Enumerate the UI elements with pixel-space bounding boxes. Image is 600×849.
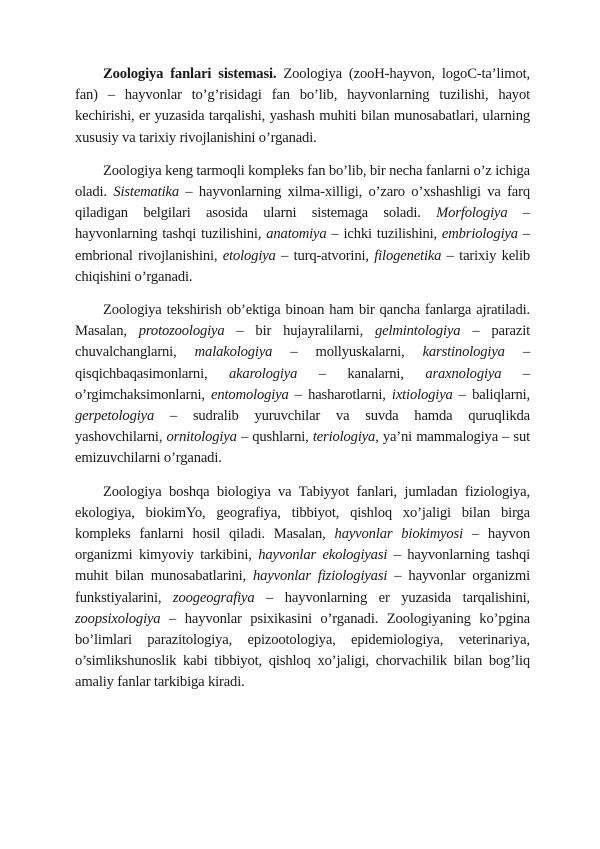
text-run: Zoologiya boshqa biologiya va Tabiyyot fanlari, jumladan fiziologiya, ekologiya, biokimYo, geografiya, tibbiyot, qishloq xo’jaligi bilan birga kompleks fanlarni hosil qiladi. Masalan, — [75, 483, 530, 543]
italic-term: hayvonlar fiziologiyasi — [253, 568, 388, 585]
italic-term: embriologiya — [441, 226, 518, 243]
italic-term: gelmintologiya — [374, 323, 461, 340]
text-run: Zoologiya (zooH-hayvon, logoC-ta’limot, fan) – hayvonlar to’g’risidagi fan bo’lib, hayvonlarning tuzilishi, hayot kechirishi, er yuzasida tarqalishi, yashash muhiti bilan munosabatlari, ularning xususiy va tarixiy rivojlanishini o’rganadi. — [75, 66, 530, 146]
italic-term: gerpetologiya — [75, 408, 155, 425]
bold-heading: Zoologiya fanlari sistemasi. — [103, 66, 277, 82]
italic-term: filogenetika — [374, 247, 442, 264]
text-run: – sudralib yuruvchilar va suvda hamda quruqlikda yashovchilarni, — [75, 408, 530, 446]
italic-term: Sistematika — [113, 184, 179, 201]
text-run: ya’ni mammalogiya – sut emizuvchilarni o’rganadi. — [75, 429, 531, 467]
text-run: – ichki tuzilishini, — [326, 226, 442, 243]
text-run: – hayvon organizmi kimyoviy tarkibini, — [75, 526, 530, 564]
text-run: Zoologiya tekshirish ob’ektiga binoan ham bir qancha fanlarga ajratiladi. Masalan, — [75, 302, 530, 340]
italic-term: entomologiya — [211, 386, 289, 403]
italic-term: ixtiologiya — [391, 386, 453, 403]
text-run: – qushlarni, — [236, 429, 313, 446]
text-run: – turq-atvorini, — [275, 247, 375, 264]
text-run: – hayvonlarning er yuzasida tarqalishini, — [254, 589, 530, 606]
italic-term: protozoologiya — [138, 323, 225, 340]
text-run: – hasharotlarni, — [288, 386, 392, 403]
italic-term: zoopsixologiya — [75, 610, 161, 627]
text-run: – o’rgimchaksimonlarni, — [75, 365, 530, 403]
italic-term: anatomiya — [266, 226, 327, 243]
text-run: – embrional rivojlanishini, — [75, 226, 531, 264]
text-run: – qisqichbaqasimonlarni, — [75, 344, 531, 382]
italic-term: zoogeografiya — [172, 589, 255, 606]
text-run: – baliqlarni, — [452, 386, 530, 403]
text-run: – hayvonlarning xilma-xilligi, o’zaro o’xshashligi va farq qiladigan belgilari asosida ularni sistemaga soladi. — [75, 184, 530, 222]
italic-term: hayvonlar ekologiyasi — [258, 547, 388, 564]
italic-term: ornitologiya — [166, 429, 237, 446]
text-run: – hayvonlarning tashqi muhit bilan munosabatlarini, — [75, 547, 531, 585]
paragraph-4 — [75, 482, 530, 694]
paragraph-2 — [75, 161, 530, 288]
italic-term: teriologiya, — [312, 429, 379, 446]
text-run: – hayvonlar psixikasini o’rganadi. Zoologiyaning ko’pgina bo’limlari parazitologiya, epizootologiya, epidemiologiya, veterinariya, o’simlikshunoslik kabi tibbiyot, qishloq xo’jaligi, chorvachilik bilan bog’liq amaliy fanlar tarkibiga kiradi. — [75, 610, 530, 691]
text-run: – mollyuskalarni, — [272, 344, 423, 361]
italic-term: akarologiya — [228, 365, 298, 382]
italic-term: hayvonlar biokimyosi — [334, 526, 463, 543]
text-run: – bir hujayralilarni, — [224, 323, 375, 340]
italic-term: Morfologiya — [436, 205, 508, 222]
text-run: – hayvonlar organizmi funkstiyalarini, — [75, 568, 530, 606]
italic-term: etologiya — [222, 247, 276, 264]
paragraph-1 — [75, 64, 530, 149]
text-run: Zoologiya keng tarmoqli kompleks fan bo’lib, bir necha fanlarni o’z ichiga oladi. — [75, 162, 530, 201]
text-run: – kanalarni, — [297, 365, 426, 382]
italic-term: malakologiya — [194, 344, 273, 361]
text-run: – hayvonlarning tashqi tuzilishini, — [75, 205, 530, 243]
paragraph-3 — [75, 300, 530, 470]
text-run: – tarixiy kelib chiqishini o’rganadi. — [75, 247, 531, 285]
italic-term: araxnologiya — [425, 365, 502, 382]
italic-term: karstinologiya — [422, 344, 505, 361]
text-run: – parazit chuvalchanglarni, — [75, 323, 531, 361]
